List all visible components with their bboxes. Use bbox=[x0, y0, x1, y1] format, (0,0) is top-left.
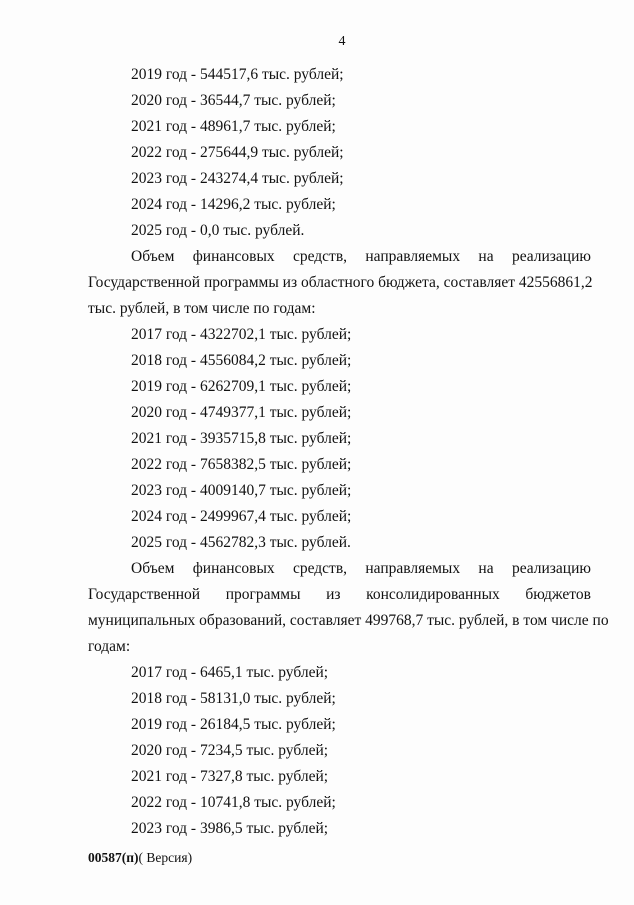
list-item: 2018 год - 58131,0 тыс. рублей; bbox=[131, 690, 336, 707]
list-item: 2017 год - 6465,1 тыс. рублей; bbox=[131, 664, 329, 681]
word: на bbox=[478, 560, 494, 577]
word: Объем bbox=[131, 248, 175, 265]
paragraph-line bbox=[88, 586, 591, 604]
list-item: 2024 год - 14296,2 тыс. рублей; bbox=[131, 196, 336, 213]
word: программы bbox=[225, 586, 301, 603]
list-item: 2023 год - 243274,4 тыс. рублей; bbox=[131, 170, 344, 187]
word: направляемых bbox=[365, 248, 461, 265]
word: направляемых bbox=[365, 560, 461, 577]
list-item: 2022 год - 275644,9 тыс. рублей; bbox=[131, 144, 344, 161]
list-item: 2024 год - 2499967,4 тыс. рублей; bbox=[131, 508, 352, 525]
list-item: 2022 год - 10741,8 тыс. рублей; bbox=[131, 794, 336, 811]
word: Объем bbox=[131, 560, 175, 577]
list-item: 2020 год - 36544,7 тыс. рублей; bbox=[131, 92, 336, 109]
paragraph-line bbox=[131, 560, 591, 578]
document-code: 00587(п) bbox=[88, 850, 139, 865]
word: на bbox=[478, 248, 494, 265]
list-item: 2021 год - 3935715,8 тыс. рублей; bbox=[131, 430, 352, 447]
list-item: 2019 год - 6262709,1 тыс. рублей; bbox=[131, 378, 352, 395]
paragraph-line: тыс. рублей, в том числе по годам: bbox=[88, 300, 316, 317]
word: реализацию bbox=[511, 560, 591, 577]
list-item: 2022 год - 7658382,5 тыс. рублей; bbox=[131, 456, 352, 473]
list-item: 2023 год - 3986,5 тыс. рублей; bbox=[131, 820, 329, 837]
footer bbox=[88, 850, 192, 866]
list-item: 2023 год - 4009140,7 тыс. рублей; bbox=[131, 482, 352, 499]
word: финансовых bbox=[192, 248, 275, 265]
list-item: 2017 год - 4322702,1 тыс. рублей; bbox=[131, 326, 352, 343]
paragraph-line: муниципальных образований, составляет 499768,7 тыс. рублей, в том числе по bbox=[88, 612, 609, 629]
paragraph-line: Государственной программы из областного бюджета, составляет 42556861,2 bbox=[88, 274, 593, 291]
word: бюджетов bbox=[525, 586, 591, 603]
word: из bbox=[326, 586, 341, 603]
page-number: 4 bbox=[338, 34, 346, 49]
paragraph-line: годам: bbox=[88, 638, 131, 655]
word: консолидированных bbox=[366, 586, 500, 603]
list-item: 2020 год - 7234,5 тыс. рублей; bbox=[131, 742, 329, 759]
list-item: 2025 год - 0,0 тыс. рублей. bbox=[131, 222, 305, 239]
paragraph-line bbox=[131, 248, 591, 266]
list-item: 2019 год - 26184,5 тыс. рублей; bbox=[131, 716, 336, 733]
word: Государственной bbox=[88, 586, 201, 603]
word: финансовых bbox=[192, 560, 275, 577]
document-version: ( Версия) bbox=[138, 850, 193, 865]
list-item: 2025 год - 4562782,3 тыс. рублей. bbox=[131, 534, 351, 551]
list-item: 2021 год - 48961,7 тыс. рублей; bbox=[131, 118, 336, 135]
word: средств, bbox=[292, 248, 348, 265]
list-item: 2020 год - 4749377,1 тыс. рублей; bbox=[131, 404, 352, 421]
word: средств, bbox=[292, 560, 348, 577]
list-item: 2018 год - 4556084,2 тыс. рублей; bbox=[131, 352, 352, 369]
list-item: 2019 год - 544517,6 тыс. рублей; bbox=[131, 66, 344, 83]
list-item: 2021 год - 7327,8 тыс. рублей; bbox=[131, 768, 329, 785]
word: реализацию bbox=[511, 248, 591, 265]
